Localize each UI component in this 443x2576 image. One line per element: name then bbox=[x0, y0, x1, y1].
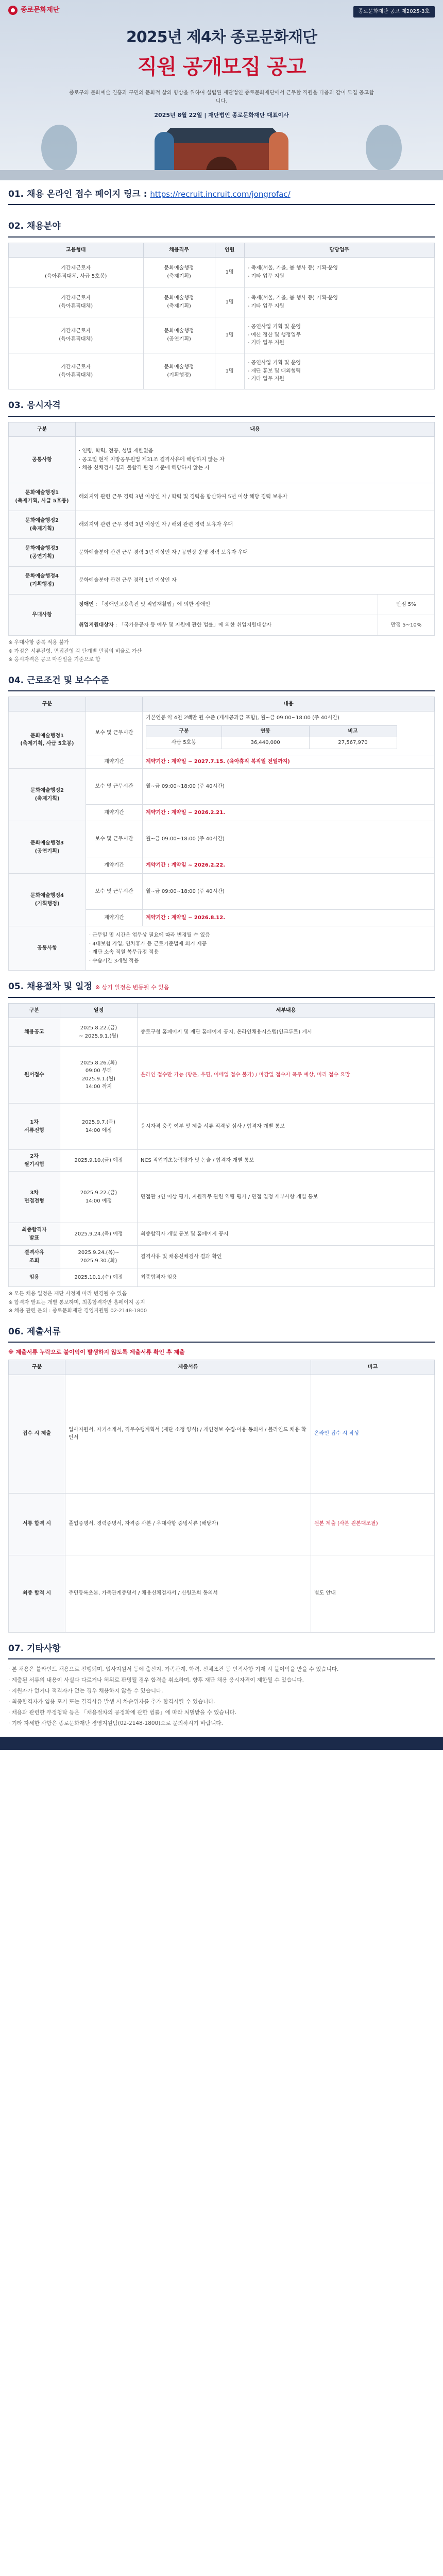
step-name: 채용공고 bbox=[9, 1018, 60, 1047]
list-item: · 제출된 서류의 내용이 사실과 다르거나 허위로 판명될 경우 합격을 취소하며, 향후 재단 채용 응시자격이 제한될 수 있습니다. bbox=[8, 1675, 435, 1686]
schedule-table bbox=[8, 1003, 435, 1287]
step-date: 2025.8.22.(금) ~ 2025.9.1.(월) bbox=[60, 1018, 138, 1047]
pref-desc: 「국가유공자 등 예우 및 지원에 관한 법률」에 의한 취업지원대상자 bbox=[118, 622, 271, 628]
common-list bbox=[79, 447, 431, 472]
step-detail: 응시자격 충족 여부 및 제출 서류 적격성 심사 / 합격자 개별 통보 bbox=[138, 1104, 435, 1150]
step-date: 2025.9.22.(금) 14:00 예정 bbox=[60, 1172, 138, 1223]
cell-count: 1명 bbox=[215, 317, 244, 353]
period-label: 계약기간 bbox=[86, 805, 143, 821]
table-row bbox=[9, 1375, 435, 1493]
notice-number: 종로문화재단 공고 제2025-3호 bbox=[353, 6, 435, 18]
step-date: 2025.8.26.(화) 09:00 부터 2025.9.1.(월) 14:00 까지 bbox=[60, 1047, 138, 1104]
row-label: 문화예술행정1 (축제기획, 사급 5호봉) bbox=[9, 711, 86, 769]
doc-note: 별도 안내 bbox=[311, 1555, 435, 1632]
hero-banner bbox=[0, 0, 443, 180]
schedule-note: ※ 상기 일정은 변동될 수 있음 bbox=[95, 984, 169, 991]
doc-list: 주민등록초본, 가족관계증명서 / 채용신체검사서 / 신원조회 동의서 bbox=[65, 1555, 311, 1632]
pref-desc: 「장애인고용촉진 및 직업재활법」에 의한 장애인 bbox=[98, 601, 210, 607]
row-label: 문화예술행정3 (공연기획) bbox=[9, 821, 86, 874]
row-text: 해외지역 관련 근무 경력 3년 이상인 자 / 학력 및 경력을 합산하여 5년 이상 해당 경력 보유자 bbox=[76, 483, 435, 511]
period-label: 계약기간 bbox=[86, 755, 143, 769]
step-date: 2025.10.1.(수) 예정 bbox=[60, 1268, 138, 1287]
cell-job: 문화예술행정 (공연기획) bbox=[143, 317, 215, 353]
org-logo bbox=[8, 5, 59, 15]
cond-text: 월~금 09:00~18:00 (주 40시간) bbox=[143, 874, 435, 910]
cell-type: 기간제근로자 (육아휴직대체, 사급 5호봉) bbox=[9, 258, 144, 287]
table-row bbox=[9, 1018, 435, 1047]
col-header: 제출서류 bbox=[65, 1360, 311, 1375]
step-detail: 결격사유 및 채용신체검사 결과 확인 bbox=[138, 1246, 435, 1268]
doc-list: 졸업증명서, 경력증명서, 자격증 사본 / 우대사항 증빙서류 (해당자) bbox=[65, 1493, 311, 1555]
step-name: 결격사유 조회 bbox=[9, 1246, 60, 1268]
section-title: 02. 채용분야 bbox=[8, 219, 435, 237]
pref-points: 만점 5~10% bbox=[378, 615, 435, 636]
schedule-notes bbox=[8, 1290, 435, 1315]
table-row bbox=[9, 567, 435, 595]
pay-note: 27,567,970 bbox=[309, 737, 397, 749]
person-right-illustration bbox=[269, 132, 288, 173]
title-line-1: 2025년 제4차 종로문화재단 bbox=[126, 28, 317, 46]
logo-icon bbox=[8, 6, 18, 15]
doc-stage: 접수 시 제출 bbox=[9, 1375, 65, 1493]
doc-note: 원본 제출 (사본 원본대조필) bbox=[311, 1493, 435, 1555]
step-date: 2025.9.24.(목)~ 2025.9.30.(화) bbox=[60, 1246, 138, 1268]
cond-text: 월~금 09:00~18:00 (주 40시간) bbox=[143, 821, 435, 857]
col-header: 구분 bbox=[9, 422, 76, 437]
pref-kind-label: 장애인 bbox=[79, 601, 94, 607]
cell-type: 기간제근로자 (육아휴직대체) bbox=[9, 287, 144, 317]
table-row bbox=[9, 1493, 435, 1555]
period-text: 계약기간 : 계약일 ~ 2026.8.12. bbox=[143, 910, 435, 926]
step-name: 원서접수 bbox=[9, 1047, 60, 1104]
table-row bbox=[9, 1150, 435, 1172]
list-item: · 4대보험 가입, 연차휴가 등 근로기준법에 의거 제공 bbox=[89, 940, 431, 948]
qualifications-table bbox=[8, 422, 435, 636]
common-conditions-list bbox=[89, 931, 431, 965]
table-row bbox=[9, 511, 435, 539]
step-detail: NCS 직업기초능력평가 및 논술 / 합격자 개별 통보 bbox=[138, 1150, 435, 1172]
step-detail: 면접관 3인 이상 평가, 지원직무 관련 역량 평가 / 면접 일정 세부사항 개별 통보 bbox=[138, 1172, 435, 1223]
step-name: 최종합격자 발표 bbox=[9, 1223, 60, 1246]
list-item: · 지원자가 없거나 적격자가 없는 경우 채용하지 않을 수 있습니다. bbox=[8, 1686, 435, 1697]
cond-label: 보수 및 근무시간 bbox=[86, 769, 143, 805]
table-row bbox=[9, 317, 435, 353]
cell-count: 1명 bbox=[215, 258, 244, 287]
palace-illustration bbox=[0, 111, 443, 180]
section-schedule bbox=[0, 973, 443, 1317]
col-header: 담당업무 bbox=[244, 243, 434, 258]
list-item: · 연령, 학력, 전공, 성별 제한없음 bbox=[79, 447, 431, 455]
pay-header: 연봉 bbox=[222, 725, 309, 737]
conditions-table bbox=[8, 697, 435, 971]
list-item: · 채용과 관련한 부정청탁 등은 「채용절차의 공정화에 관한 법률」에 따라 처벌받을 수 있습니다. bbox=[8, 1708, 435, 1718]
col-header: 비고 bbox=[311, 1360, 435, 1375]
title-line-2: 직원 공개모집 공고 bbox=[137, 55, 306, 79]
qualification-notes bbox=[8, 639, 435, 664]
table-row bbox=[9, 1268, 435, 1287]
cell-duty: - 공연사업 기획 및 운영 - 재단 홍보 및 대외협력 - 기타 업무 지원 bbox=[244, 353, 434, 389]
pref-kind: 장애인 : 「장애인고용촉진 및 직업재활법」에 의한 장애인 bbox=[76, 595, 378, 615]
pay-grade: 사급 5호봉 bbox=[146, 737, 222, 749]
row-text: 문화예술분야 관련 근무 경력 3년 이상인 자 / 공연장 운영 경력 보유자 우대 bbox=[76, 539, 435, 567]
period-text: 계약기간 : 계약일 ~ 2026.2.21. bbox=[143, 805, 435, 821]
cell-type: 기간제근로자 (육아휴직대체) bbox=[9, 317, 144, 353]
cell-job: 문화예술행정 (기획행정) bbox=[143, 353, 215, 389]
step-name: 임용 bbox=[9, 1268, 60, 1287]
list-item: · 기타 자세한 사항은 종로문화재단 경영지원팀(02-2148-1800)으로 문의하시기 바랍니다. bbox=[8, 1719, 435, 1729]
table-row bbox=[9, 595, 435, 615]
cell-count: 1명 bbox=[215, 287, 244, 317]
step-detail: 온라인 접수만 가능 (방문, 우편, 이메일 접수 불가) / 마감일 접수자 폭주 예상, 미리 접수 요망 bbox=[138, 1047, 435, 1104]
others-list bbox=[8, 1665, 435, 1729]
section-title bbox=[8, 980, 435, 997]
row-label: 문화예술행정1 (축제기획, 사급 5호봉) bbox=[9, 483, 76, 511]
col-header: 내용 bbox=[76, 422, 435, 437]
list-item: · 재단 소속 직원 복무규정 적용 bbox=[89, 948, 431, 957]
tree-left-illustration bbox=[41, 125, 77, 171]
cell-count: 1명 bbox=[215, 353, 244, 389]
list-item: · 근무일 및 시간은 업무상 필요에 따라 변경될 수 있음 bbox=[89, 931, 431, 940]
section-title-text: 05. 채용절차 및 일정 bbox=[8, 981, 92, 992]
section-title: 06. 제출서류 bbox=[8, 1325, 435, 1343]
table-row bbox=[9, 287, 435, 317]
col-header bbox=[86, 697, 143, 711]
gate-roof-illustration bbox=[155, 124, 288, 144]
section-job-fields bbox=[0, 212, 443, 392]
table-row bbox=[9, 1555, 435, 1632]
note-line: ※ 합격자 발표는 개별 통보하며, 최종합격자만 홈페이지 공지 bbox=[8, 1299, 145, 1306]
ground-illustration bbox=[0, 170, 443, 180]
cell-duty: - 공연사업 기획 및 운영 - 예산 정산 및 행정업무 - 기타 업무 지원 bbox=[244, 317, 434, 353]
table-row bbox=[9, 769, 435, 805]
section-documents bbox=[0, 1318, 443, 1635]
period-text: 계약기간 : 계약일 ~ 2027.7.15. (육아휴직 복직일 전일까지) bbox=[143, 755, 435, 769]
col-header: 일정 bbox=[60, 1003, 138, 1018]
period-label: 계약기간 bbox=[86, 857, 143, 874]
table-row bbox=[9, 926, 435, 971]
cond-label: 보수 및 근무시간 bbox=[86, 821, 143, 857]
cond-text: 월~금 09:00~18:00 (주 40시간) bbox=[143, 769, 435, 805]
job-fields-table bbox=[8, 243, 435, 390]
section-others bbox=[0, 1635, 443, 1732]
step-detail: 최종합격자 개별 통보 및 홈페이지 공지 bbox=[138, 1223, 435, 1246]
table-row bbox=[9, 1246, 435, 1268]
section-online-link bbox=[0, 180, 443, 212]
pay-annual: 36,440,000 bbox=[222, 737, 309, 749]
list-item: · 채용 신체검사 결과 불합격 판정 기준에 해당하지 않는 자 bbox=[79, 464, 431, 472]
table-row bbox=[9, 1223, 435, 1246]
cell-duty: - 축제(서울, 가을, 봄 행사 등) 기획·운영 - 기타 업무 지원 bbox=[244, 287, 434, 317]
row-text: 문화예술분야 관련 근무 경력 1년 이상인 자 bbox=[76, 567, 435, 595]
row-text: 해외지역 관련 근무 경력 3년 이상인 자 / 해외 관련 경력 보유자 우대 bbox=[76, 511, 435, 539]
documents-warning: ※ 제출서류 누락으로 불이익이 발생하지 않도록 제출서류 확인 후 제출 bbox=[8, 1349, 185, 1356]
col-header: 구분 bbox=[9, 1360, 65, 1375]
cond-text: 기본연봉 약 4천 2백만 원 수준 (제세공과금 포함), 월~금 09:00~18:00 (주 40시간) bbox=[146, 715, 339, 721]
row-label: 문화예술행정2 (축제기획) bbox=[9, 511, 76, 539]
col-header: 내용 bbox=[143, 697, 435, 711]
doc-list: 입사지원서, 자기소개서, 직무수행계획서 (재단 소정 양식) / 개인정보 수집·이용 동의서 / 블라인드 채용 확인서 bbox=[65, 1375, 311, 1493]
step-detail: 최종합격자 임용 bbox=[138, 1268, 435, 1287]
section-qualifications bbox=[0, 392, 443, 666]
col-header: 채용직무 bbox=[143, 243, 215, 258]
note-line: ※ 가점은 서류전형, 면접전형 각 단계별 만점의 비율로 가산 bbox=[8, 648, 142, 654]
pay-header: 비고 bbox=[309, 725, 397, 737]
footer-bar bbox=[0, 1737, 443, 1750]
list-item: · 수습기간 3개월 적용 bbox=[89, 957, 431, 965]
note-line: ※ 우대사항 중복 적용 불가 bbox=[8, 640, 69, 646]
row-label: 공통사항 bbox=[9, 926, 86, 971]
col-header: 고용형태 bbox=[9, 243, 144, 258]
pay-header: 구분 bbox=[146, 725, 222, 737]
org-name: 종로문화재단 bbox=[21, 6, 60, 14]
list-item: · 공고일 현재 지방공무원법 제31조 결격사유에 해당하지 않는 자 bbox=[79, 456, 431, 464]
section-conditions bbox=[0, 667, 443, 973]
cond-cell bbox=[143, 711, 435, 755]
apply-link[interactable]: https://recruit.incruit.com/jongrofac/ bbox=[150, 190, 291, 199]
doc-stage: 최종 합격 시 bbox=[9, 1555, 65, 1632]
step-date: 2025.9.10.(금) 예정 bbox=[60, 1150, 138, 1172]
table-row bbox=[9, 711, 435, 755]
note-line: ※ 채용 관련 문의 : 종로문화재단 경영지원팀 02-2148-1800 bbox=[8, 1308, 147, 1314]
person-left-illustration bbox=[155, 132, 174, 173]
col-header: 구분 bbox=[9, 697, 86, 711]
list-item: · 최종합격자가 임용 포기 또는 결격사유 발생 시 차순위자를 추가 합격시킬 수 있습니다. bbox=[8, 1697, 435, 1707]
period-text: 계약기간 : 계약일 ~ 2026.2.22. bbox=[143, 857, 435, 874]
section-title: 07. 기타사항 bbox=[8, 1642, 435, 1659]
step-name: 3차 면접전형 bbox=[9, 1172, 60, 1223]
table-row bbox=[9, 437, 435, 483]
cond-label: 보수 및 근무시간 bbox=[86, 874, 143, 910]
row-label: 공통사항 bbox=[9, 437, 76, 483]
cond-label: 보수 및 근무시간 bbox=[86, 711, 143, 755]
documents-table bbox=[8, 1360, 435, 1633]
pref-points: 만점 5% bbox=[378, 595, 435, 615]
step-date: 2025.9.7.(목) 14:00 예정 bbox=[60, 1104, 138, 1150]
doc-stage: 서류 합격 시 bbox=[9, 1493, 65, 1555]
step-name: 2차 필기시험 bbox=[9, 1150, 60, 1172]
row-label: 문화예술행정4 (기획행정) bbox=[9, 874, 86, 926]
table-row bbox=[9, 1172, 435, 1223]
col-header: 구분 bbox=[9, 1003, 60, 1018]
section-title-text: 01. 채용 온라인 접수 페이지 링크 : bbox=[8, 189, 150, 199]
row-label: 문화예술행정4 (기획행정) bbox=[9, 567, 76, 595]
note-line: ※ 응시자격은 공고 마감일을 기준으로 함 bbox=[8, 657, 100, 663]
col-header: 세부내용 bbox=[138, 1003, 435, 1018]
table-row bbox=[9, 821, 435, 857]
step-date: 2025.9.24.(목) 예정 bbox=[60, 1223, 138, 1246]
period-label: 계약기간 bbox=[86, 910, 143, 926]
step-name: 1차 서류전형 bbox=[9, 1104, 60, 1150]
pref-kind: 취업지원대상자 : 「국가유공자 등 예우 및 지원에 관한 법률」에 의한 취업지원대상자 bbox=[76, 615, 378, 636]
table-row bbox=[9, 258, 435, 287]
table-row bbox=[9, 539, 435, 567]
row-label: 우대사항 bbox=[9, 595, 76, 636]
table-row bbox=[9, 1047, 435, 1104]
section-title: 04. 근로조건 및 보수수준 bbox=[8, 674, 435, 691]
col-header: 인원 bbox=[215, 243, 244, 258]
row-label: 문화예술행정3 (공연기획) bbox=[9, 539, 76, 567]
tree-right-illustration bbox=[366, 125, 402, 171]
row-label: 문화예술행정2 (축제기획) bbox=[9, 769, 86, 821]
pay-table bbox=[146, 725, 397, 749]
cell-type: 기간제근로자 (육아휴직대체) bbox=[9, 353, 144, 389]
section-title: 03. 응시자격 bbox=[8, 399, 435, 416]
step-detail: 종로구청 홈페이지 및 재단 홈페이지 공지, 온라인채용시스템(인크루트) 게시 bbox=[138, 1018, 435, 1047]
table-row bbox=[9, 483, 435, 511]
doc-note: 온라인 접수 시 작성 bbox=[311, 1375, 435, 1493]
note-line: ※ 모든 채용 일정은 재단 사정에 따라 변경될 수 있음 bbox=[8, 1291, 127, 1297]
pref-kind-label: 취업지원대상자 bbox=[79, 622, 114, 628]
table-row bbox=[9, 353, 435, 389]
table-row bbox=[9, 1104, 435, 1150]
intro-text: 종로구의 문화예술 진흥과 구민의 문화적 삶의 향상을 위하여 설립된 재단법인 종로문화재단에서 근무할 직원을 다음과 같이 모집 공고합니다. bbox=[69, 90, 374, 104]
cell-duty: - 축제(서울, 가을, 봄 행사 등) 기획·운영 - 기타 업무 지원 bbox=[244, 258, 434, 287]
list-item: · 본 채용은 블라인드 채용으로 진행되며, 입사지원서 등에 출신지, 가족관계, 학력, 신체조건 등 인적사항 기재 시 불이익을 받을 수 있습니다. bbox=[8, 1665, 435, 1675]
cell-job: 문화예술행정 (축제기획) bbox=[143, 287, 215, 317]
section-title bbox=[8, 188, 435, 205]
table-row bbox=[9, 874, 435, 910]
cell-job: 문화예술행정 (축제기획) bbox=[143, 258, 215, 287]
notice-date: 2025년 8월 22일 | 재단법인 종로문화재단 대표이사 bbox=[154, 111, 289, 118]
